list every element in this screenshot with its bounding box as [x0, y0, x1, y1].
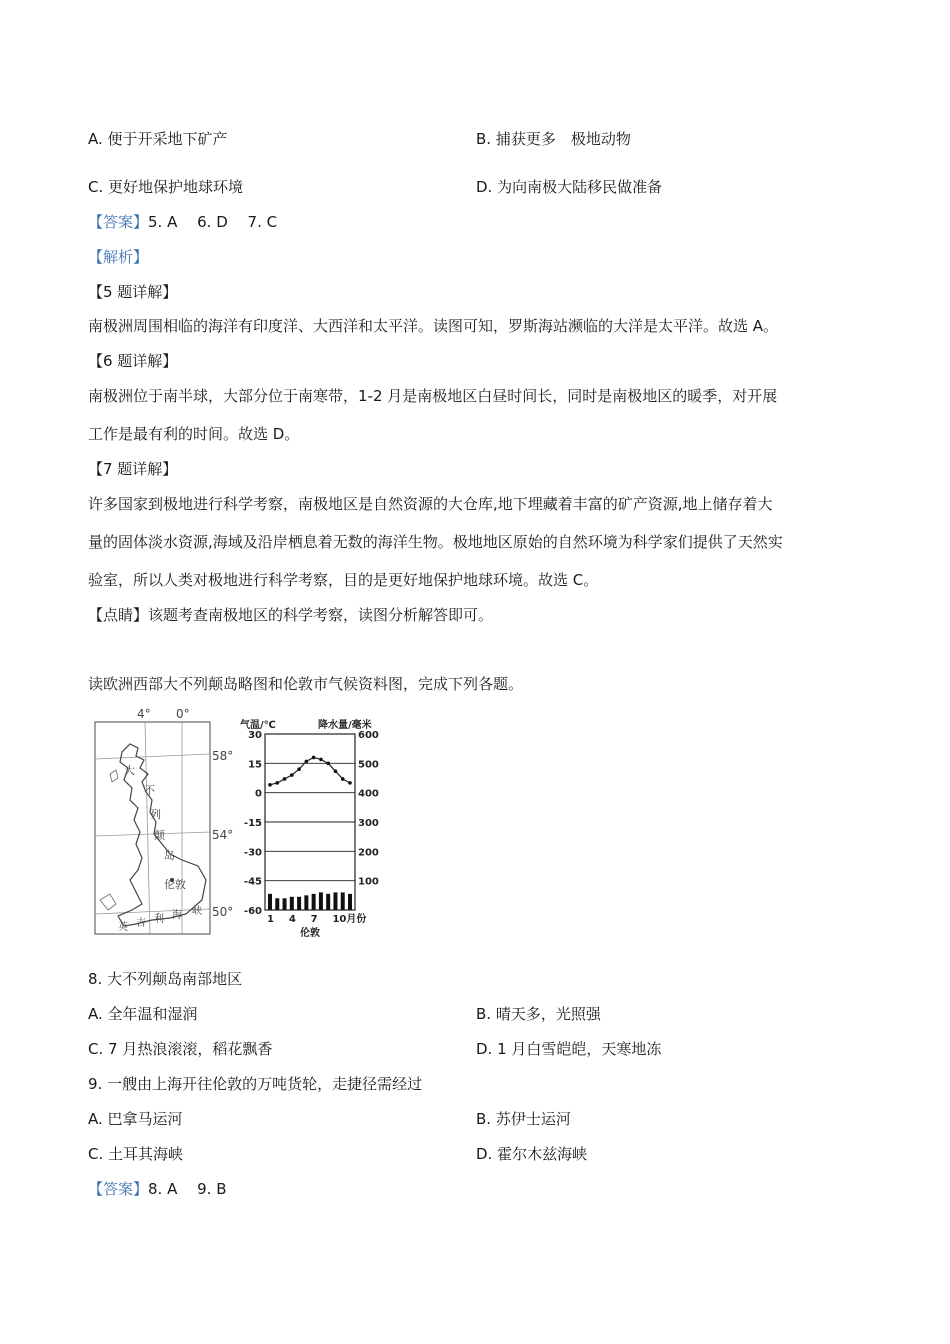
- precipitation-bar: [348, 894, 352, 910]
- q7-heading: 【7 题详解】: [88, 460, 178, 478]
- temperature-point: [348, 781, 352, 785]
- x-tick-label: 10月份: [332, 914, 367, 925]
- q9-option-b: B. 苏伊士运河: [476, 1110, 571, 1128]
- right-tick-label: 400: [358, 788, 379, 800]
- temperature-point: [275, 781, 279, 785]
- x-tick-label: 1: [267, 914, 274, 925]
- analysis-tag: 【解析】: [88, 248, 149, 266]
- temperature-points: [268, 756, 352, 787]
- q9-stem: 9. 一艘由上海开往伦敦的万吨货轮，走捷径需经过: [88, 1075, 423, 1093]
- island-char-1: 大: [124, 764, 135, 777]
- left-tick-label: -45: [243, 876, 262, 888]
- precipitation-bar: [275, 898, 279, 910]
- temperature-point: [283, 777, 287, 781]
- option-b: B. 捕获更多 极地动物: [476, 130, 631, 148]
- left-tick-label: 0: [255, 788, 262, 800]
- answer-line-2: [88, 1179, 227, 1199]
- precipitation-bar: [283, 898, 287, 910]
- temperature-point: [297, 767, 301, 771]
- answer-tag: 【答案】: [88, 213, 149, 231]
- britain-map: [95, 722, 210, 934]
- comment: 【点睛】该题考查南极地区的科学考察，读图分析解答即可。: [88, 606, 494, 624]
- right-ticks: [358, 730, 379, 888]
- right-tick-label: 100: [358, 876, 379, 888]
- q8-option-a: A. 全年温和湿润: [88, 1005, 198, 1023]
- strait-char-5: 峡: [192, 906, 202, 917]
- temperature-point: [268, 783, 272, 787]
- left-tick-label: -30: [243, 847, 262, 859]
- right-tick-label: 200: [358, 847, 379, 859]
- lat-label-50: 50°: [212, 905, 234, 919]
- precipitation-bar: [297, 897, 301, 910]
- figure-svg: [90, 704, 400, 944]
- q7-text-line-1: 许多国家到极地进行科学考察，南极地区是自然资源的大仓库,地下埋藏着丰富的矿产资源,地上储存着大: [88, 495, 773, 513]
- q8-option-d: D. 1 月白雪皑皑，天寒地冻: [476, 1040, 662, 1058]
- answer-tag-2: 【答案】: [88, 1180, 149, 1198]
- temperature-point: [319, 758, 323, 762]
- right-tick-label: 600: [358, 730, 379, 741]
- chart-title: 伦敦: [300, 928, 320, 939]
- left-tick-label: 30: [248, 730, 262, 741]
- map-labels: [118, 707, 233, 933]
- island-char-3: 列: [150, 808, 161, 821]
- city-label: 伦敦: [164, 878, 186, 891]
- gridlines: [265, 763, 355, 880]
- q6-text-line-1: 南极洲位于南半球，大部分位于南寒带，1-2 月是南极地区白昼时间长，同时是南极地区的暖季，对开展: [88, 387, 778, 405]
- precipitation-bar: [290, 897, 294, 910]
- q8-option-b: B. 晴天多，光照强: [476, 1005, 601, 1023]
- q6-heading: 【6 题详解】: [88, 352, 178, 370]
- figure: [90, 704, 400, 948]
- temperature-point: [312, 756, 316, 760]
- strait-char-4: 海: [172, 910, 182, 921]
- lat-label-54: 54°: [212, 828, 234, 842]
- precipitation-bar: [333, 892, 337, 910]
- climate-chart: [240, 718, 379, 939]
- left-tick-label: 15: [248, 759, 262, 771]
- right-axis-title: 降水量/毫米: [318, 720, 372, 731]
- option-a: A. 便于开采地下矿产: [88, 130, 228, 148]
- precipitation-bar: [268, 894, 272, 910]
- island-char-4: 颠: [154, 829, 165, 842]
- option-d: D. 为向南极大陆移民做准备: [476, 178, 663, 196]
- q9-option-d: D. 霍尔木兹海峡: [476, 1145, 588, 1163]
- x-tick-label: 7: [310, 914, 318, 925]
- island-char-5: 岛: [164, 849, 175, 862]
- q7-text-line-3: 验室，所以人类对极地进行科学考察，目的是更好地保护地球环境。故选 C。: [88, 571, 599, 589]
- precipitation-bar: [341, 892, 345, 910]
- answer-text: 5. A 6. D 7. C: [148, 213, 278, 231]
- q6-text-line-2: 工作是最有利的时间。故选 D。: [88, 425, 300, 443]
- strait-char-2: 吉: [136, 918, 146, 929]
- x-tick-label: 4: [288, 914, 296, 925]
- temperature-line: [270, 757, 350, 784]
- temperature-point: [290, 773, 294, 777]
- strait-char-1: 英: [118, 922, 128, 933]
- lon-label-0: 0°: [176, 707, 190, 721]
- answer-line-1: [88, 212, 277, 232]
- precipitation-bars: [268, 892, 352, 910]
- precipitation-bar: [326, 894, 330, 910]
- temperature-point: [334, 769, 338, 773]
- q9-option-a: A. 巴拿马运河: [88, 1110, 183, 1128]
- left-tick-label: -60: [243, 906, 262, 917]
- q9-option-c: C. 土耳其海峡: [88, 1145, 184, 1163]
- q8-option-c: C. 7 月热浪滚滚，稻花飘香: [88, 1040, 273, 1058]
- temperature-point: [305, 760, 309, 764]
- q5-heading: 【5 题详解】: [88, 283, 178, 301]
- left-tick-label: -15: [243, 818, 262, 829]
- precipitation-bar: [319, 892, 323, 910]
- q7-text-line-2: 量的固体淡水资源,海域及沿岸栖息着无数的海洋生物。极地地区原始的自然环境为科学家们提供了天然实: [88, 533, 783, 551]
- right-tick-label: 500: [358, 759, 379, 771]
- intro-text: 读欧洲西部大不列颠岛略图和伦敦市气候资料图，完成下列各题。: [88, 675, 524, 693]
- left-axis-title: 气温/℃: [240, 720, 276, 731]
- lon-label-4: 4°: [137, 707, 151, 721]
- x-ticks: [267, 912, 366, 925]
- temperature-point: [341, 777, 345, 781]
- precipitation-bar: [304, 895, 308, 910]
- left-ticks: [244, 730, 262, 917]
- strait-char-3: 利: [154, 914, 164, 925]
- right-tick-label: 300: [358, 818, 379, 829]
- answer-text-2: 8. A 9. B: [148, 1180, 227, 1198]
- option-c: C. 更好地保护地球环境: [88, 178, 244, 196]
- q5-text: 南极洲周围相临的海洋有印度洋、大西洋和太平洋。读图可知，罗斯海站濒临的大洋是太平洋。故选 A。: [88, 317, 779, 335]
- lat-label-58: 58°: [212, 749, 234, 763]
- temperature-point: [326, 762, 330, 766]
- precipitation-bar: [312, 894, 316, 910]
- q8-stem: 8. 大不列颠岛南部地区: [88, 970, 243, 988]
- island-char-2: 不: [144, 784, 155, 797]
